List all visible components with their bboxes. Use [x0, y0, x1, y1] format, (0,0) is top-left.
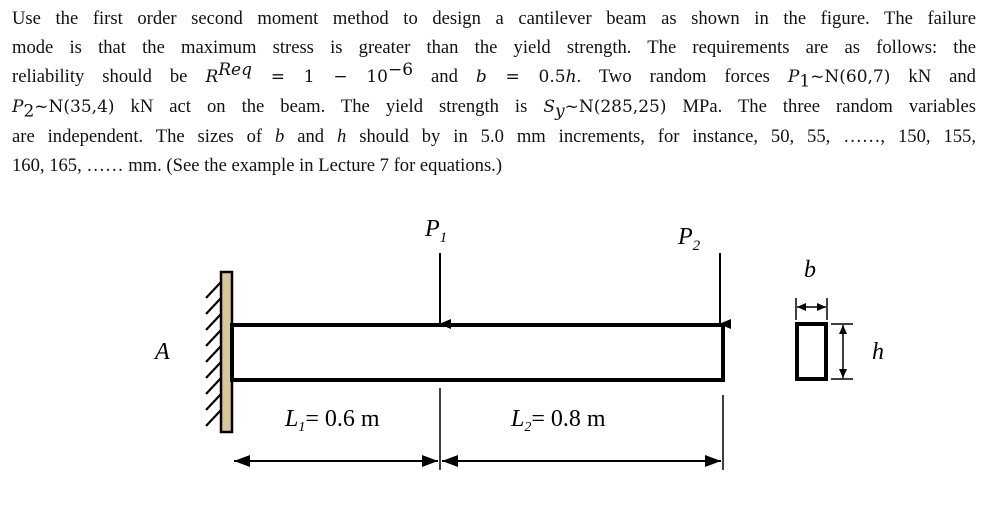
text-mpa: MPa. The three random variables: [682, 96, 976, 117]
support-label-A: A: [155, 339, 170, 365]
dim-arrow-L1-right: [422, 455, 438, 467]
dim-arrow-L1-left: [234, 455, 250, 467]
text-two-forces: . Two random forces: [576, 66, 770, 87]
eq-b: = 0.5: [486, 67, 566, 87]
var-b: b: [475, 67, 487, 87]
force-label-P2-letter: P: [678, 224, 693, 250]
text-act: kN act on the beam. The yield strength is: [130, 96, 528, 117]
var-h-2: h: [337, 126, 347, 147]
dim-label-L1-letter: L: [285, 406, 299, 432]
dim-arrow-L2-right: [705, 455, 721, 467]
dim-label-L2-value: = 0.8 m: [531, 406, 606, 432]
text-kn-and: kN and: [908, 66, 976, 87]
section-height-arrow-bottom: [839, 369, 847, 378]
wall-hatching: [206, 282, 221, 426]
dim-label-L2-sub: 2: [524, 420, 532, 435]
var-S: S: [543, 97, 555, 117]
problem-line-6: 160, 165, …… mm. (See the example in Lecture 7 for equations.): [12, 155, 503, 176]
section-width-arrow-left: [797, 303, 806, 311]
force-label-P2: [677, 224, 701, 254]
section-width-label: b: [804, 257, 816, 283]
var-R: R: [205, 67, 219, 87]
force-label-P2-sub: 2: [692, 238, 701, 254]
dim-label-L1-value: = 0.6 m: [305, 406, 380, 432]
text-increments: should by in 5.0 mm increments, for instance, 50, 55, ……, 150, 155,: [359, 126, 976, 147]
sub-1: 1: [799, 71, 811, 92]
sup-req: Req: [218, 59, 252, 80]
beam: [232, 325, 723, 380]
force-label-P1: [424, 216, 447, 246]
dim-label-L2-letter: L: [511, 406, 525, 432]
var-b-2: b: [275, 126, 285, 147]
problem-line-1: Use the first order second moment method to design a cantilever beam as shown in the figure. The failure: [12, 8, 976, 29]
dist-P1: ~N(60,7): [810, 67, 891, 87]
section-width-arrow-right: [817, 303, 826, 311]
dist-Sy: ~N(285,25): [564, 97, 667, 117]
force-label-P1-sub: 1: [439, 230, 448, 246]
var-P1: P: [787, 67, 800, 87]
sub-2: 2: [23, 101, 35, 122]
text-and: and: [431, 66, 458, 87]
var-P2: P: [12, 97, 24, 117]
problem-line-2: mode is that the maximum stress is greater than the yield strength. The requirements are as follows: the: [12, 37, 976, 58]
text-reliability: reliability should be: [12, 66, 188, 87]
cross-section: [797, 324, 826, 379]
text-independent: are independent. The sizes of: [12, 126, 263, 147]
var-h: h: [565, 67, 577, 87]
dist-P2: ~N(35,4): [34, 97, 115, 117]
section-height-arrow-top: [839, 325, 847, 334]
text-and-2: and: [297, 126, 325, 147]
dim-arrow-L2-left: [442, 455, 458, 467]
sub-y: y: [555, 101, 565, 122]
dim-label-L1: [284, 406, 380, 435]
force-label-P1-letter: P: [425, 216, 440, 242]
section-height-label: h: [872, 339, 884, 365]
dim-label-L2: [510, 406, 606, 435]
eq-reliability: = 1 − 10: [252, 67, 388, 87]
dim-label-L1-sub: 1: [298, 420, 306, 435]
sup-exp: −6: [387, 59, 414, 80]
